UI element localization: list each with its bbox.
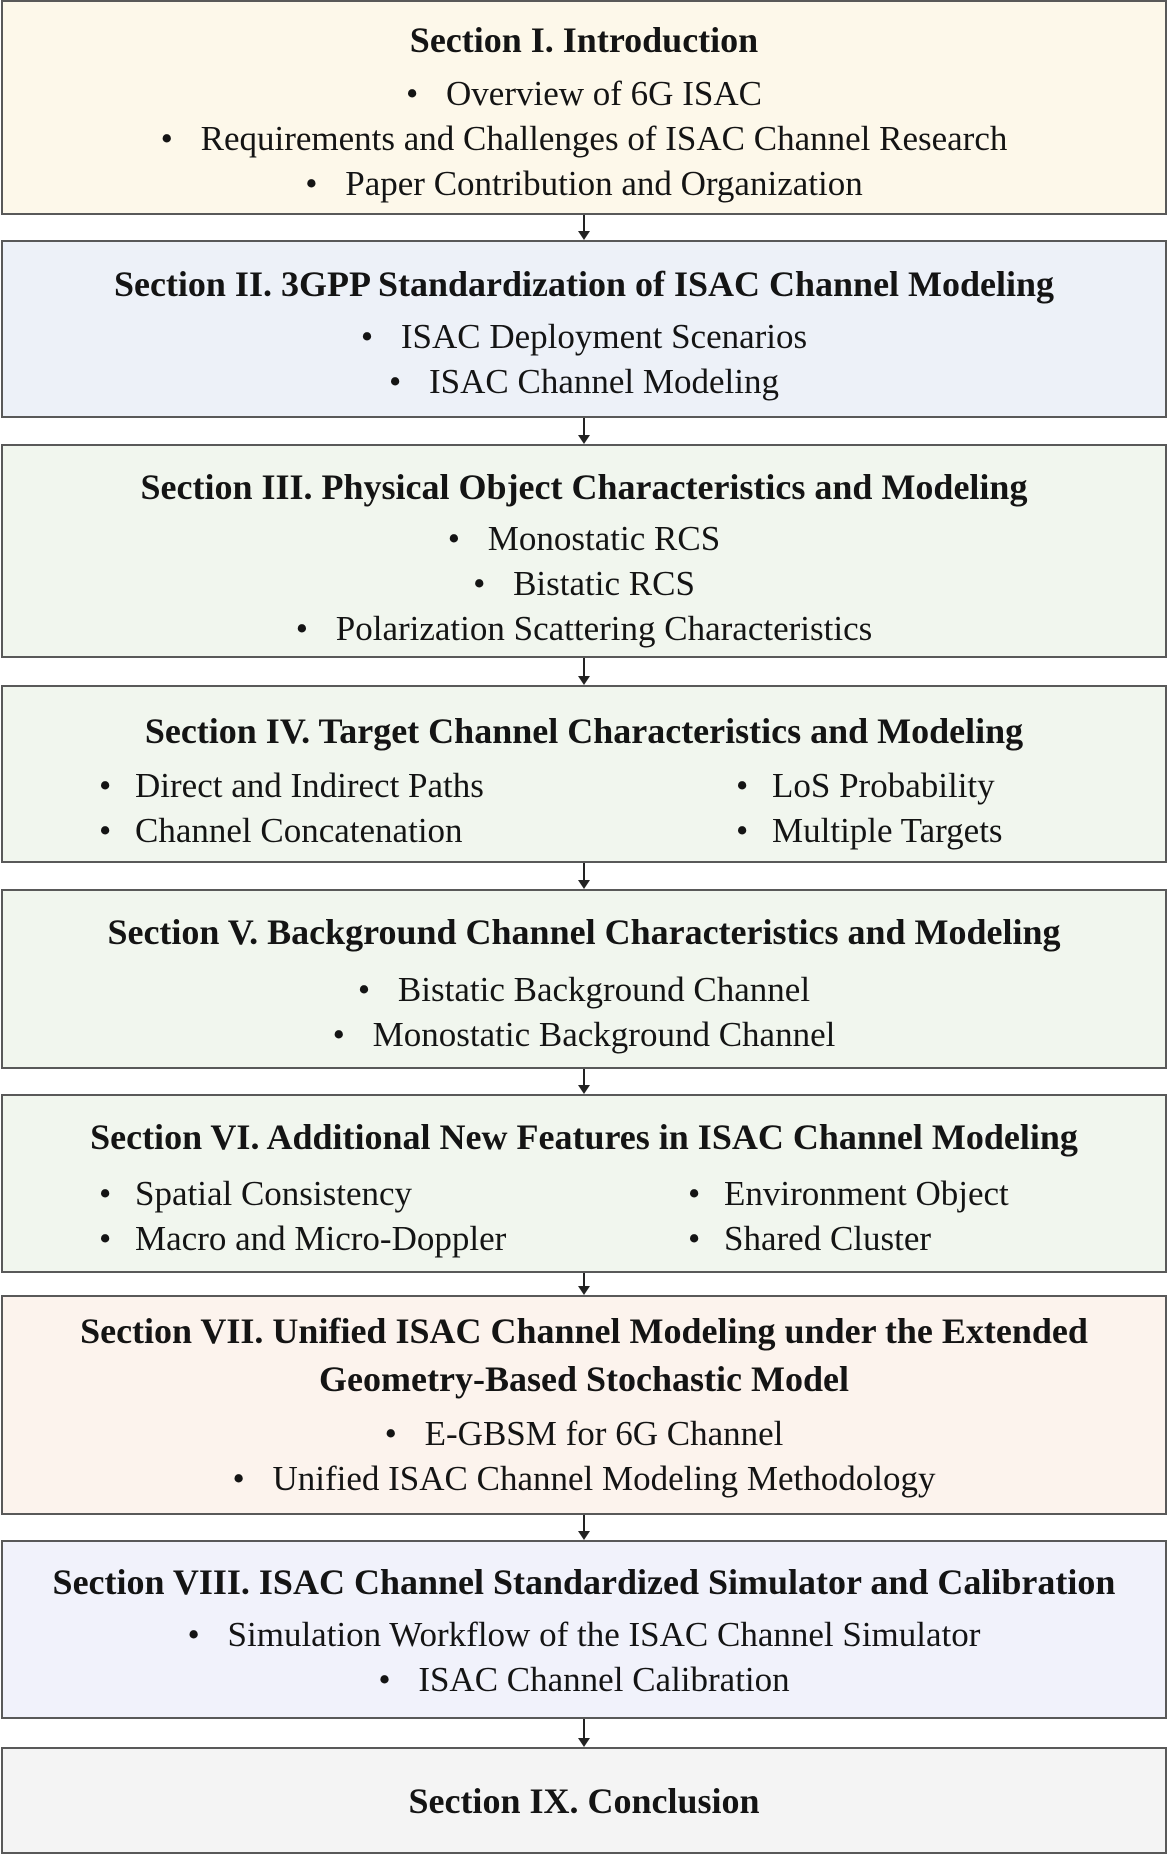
section-box-8	[1, 1540, 1167, 1719]
section-title: Section IV. Target Channel Characteristics and Modeling	[144, 711, 1024, 751]
section-box-4	[1, 685, 1167, 863]
bullet-icon: •	[736, 811, 749, 850]
bullet-list-right	[688, 1171, 1009, 1261]
section-title: Section VIII. ISAC Channel Standardized Simulator and Calibration	[52, 1562, 1116, 1602]
section-box-2	[1, 240, 1167, 418]
bullet-icon: •	[406, 74, 419, 113]
bullet-icon: •	[447, 519, 461, 558]
arrow-down-icon	[578, 1273, 590, 1295]
bullet-icon: •	[688, 1219, 701, 1258]
arrow-down-icon	[578, 215, 590, 240]
bullet-icon: •	[389, 362, 402, 401]
list-item: • Bistatic Background Channel	[3, 967, 1165, 1012]
bullet-icon: •	[688, 1174, 701, 1213]
bullet-icon: •	[360, 317, 374, 356]
list-item: • Channel Concatenation	[99, 808, 484, 853]
arrow-down-icon	[578, 1515, 590, 1540]
list-item: • ISAC Channel Calibration	[3, 1657, 1165, 1702]
bullet-icon: •	[99, 766, 112, 805]
bullet-list	[3, 71, 1165, 206]
list-item: • Environment Object	[688, 1171, 1009, 1216]
bullet-list	[3, 967, 1165, 1057]
bullet-list	[3, 1612, 1165, 1702]
section-box-9	[1, 1747, 1167, 1854]
section-title	[3, 1307, 1165, 1403]
bullet-icon: •	[160, 119, 173, 158]
section-title: Section I. Introduction	[409, 20, 759, 60]
list-item: • Requirements and Challenges of ISAC Channel Research	[3, 116, 1165, 161]
section-title: Section IX. Conclusion	[408, 1781, 760, 1821]
bullet-icon: •	[187, 1615, 200, 1654]
list-item: • Shared Cluster	[688, 1216, 1009, 1261]
bullet-icon: •	[384, 1414, 397, 1453]
bullet-icon: •	[332, 1015, 345, 1054]
section-title: Section II. 3GPP Standardization of ISAC Channel Modeling	[113, 264, 1055, 304]
bullet-icon: •	[99, 1219, 112, 1258]
section-box-1	[1, 0, 1167, 215]
bullet-list	[3, 516, 1165, 651]
arrow-down-icon	[578, 418, 590, 444]
arrow-down-icon	[578, 1719, 590, 1747]
bullet-icon: •	[736, 766, 749, 805]
bullet-icon: •	[378, 1660, 391, 1699]
section-box-5	[1, 889, 1167, 1069]
list-item: • Overview of 6G ISAC	[3, 71, 1165, 116]
bullet-icon: •	[295, 609, 309, 648]
list-item: • Monostatic RCS	[3, 516, 1165, 561]
bullet-icon: •	[232, 1459, 245, 1498]
section-title: Section VI. Additional New Features in ISAC Channel Modeling	[90, 1117, 1078, 1157]
section-box-6	[1, 1094, 1167, 1273]
list-item: • Bistatic RCS	[3, 561, 1165, 606]
bullet-icon: •	[305, 164, 318, 203]
bullet-list-right	[736, 763, 1003, 853]
list-item: • Spatial Consistency	[99, 1171, 506, 1216]
list-item: • ISAC Deployment Scenarios	[3, 314, 1165, 359]
section-box-3	[1, 444, 1167, 658]
list-item: • LoS Probability	[736, 763, 1003, 808]
list-item: • Monostatic Background Channel	[3, 1012, 1165, 1057]
list-item: • E-GBSM for 6G Channel	[3, 1411, 1165, 1456]
bullet-icon: •	[357, 970, 371, 1009]
list-item: • Macro and Micro-Doppler	[99, 1216, 506, 1261]
list-item: • Multiple Targets	[736, 808, 1003, 853]
bullet-list-left	[99, 763, 484, 853]
bullet-icon: •	[99, 1174, 112, 1213]
bullet-list	[3, 1411, 1165, 1501]
section-title-line-2: Geometry-Based Stochastic Model	[319, 1359, 849, 1399]
section-title: Section III. Physical Object Characteristics and Modeling	[140, 467, 1028, 507]
arrow-down-icon	[578, 863, 590, 889]
bullet-icon: •	[473, 564, 486, 603]
list-item: • Polarization Scattering Characteristics	[3, 606, 1165, 651]
arrow-down-icon	[578, 1069, 590, 1094]
list-item: • Paper Contribution and Organization	[3, 161, 1165, 206]
bullet-icon: •	[99, 811, 112, 850]
list-item: • Simulation Workflow of the ISAC Channel Simulator	[3, 1612, 1165, 1657]
arrow-down-icon	[578, 658, 590, 685]
list-item: • Unified ISAC Channel Modeling Methodology	[3, 1456, 1165, 1501]
section-box-7	[1, 1295, 1167, 1515]
section-title: Section V. Background Channel Characteristics and Modeling	[107, 912, 1061, 952]
list-item: • Direct and Indirect Paths	[99, 763, 484, 808]
list-item: • ISAC Channel Modeling	[3, 359, 1165, 404]
bullet-list	[3, 314, 1165, 404]
section-title-line-1: Section VII. Unified ISAC Channel Modeling under the Extended	[80, 1311, 1088, 1351]
bullet-list-left	[99, 1171, 506, 1261]
